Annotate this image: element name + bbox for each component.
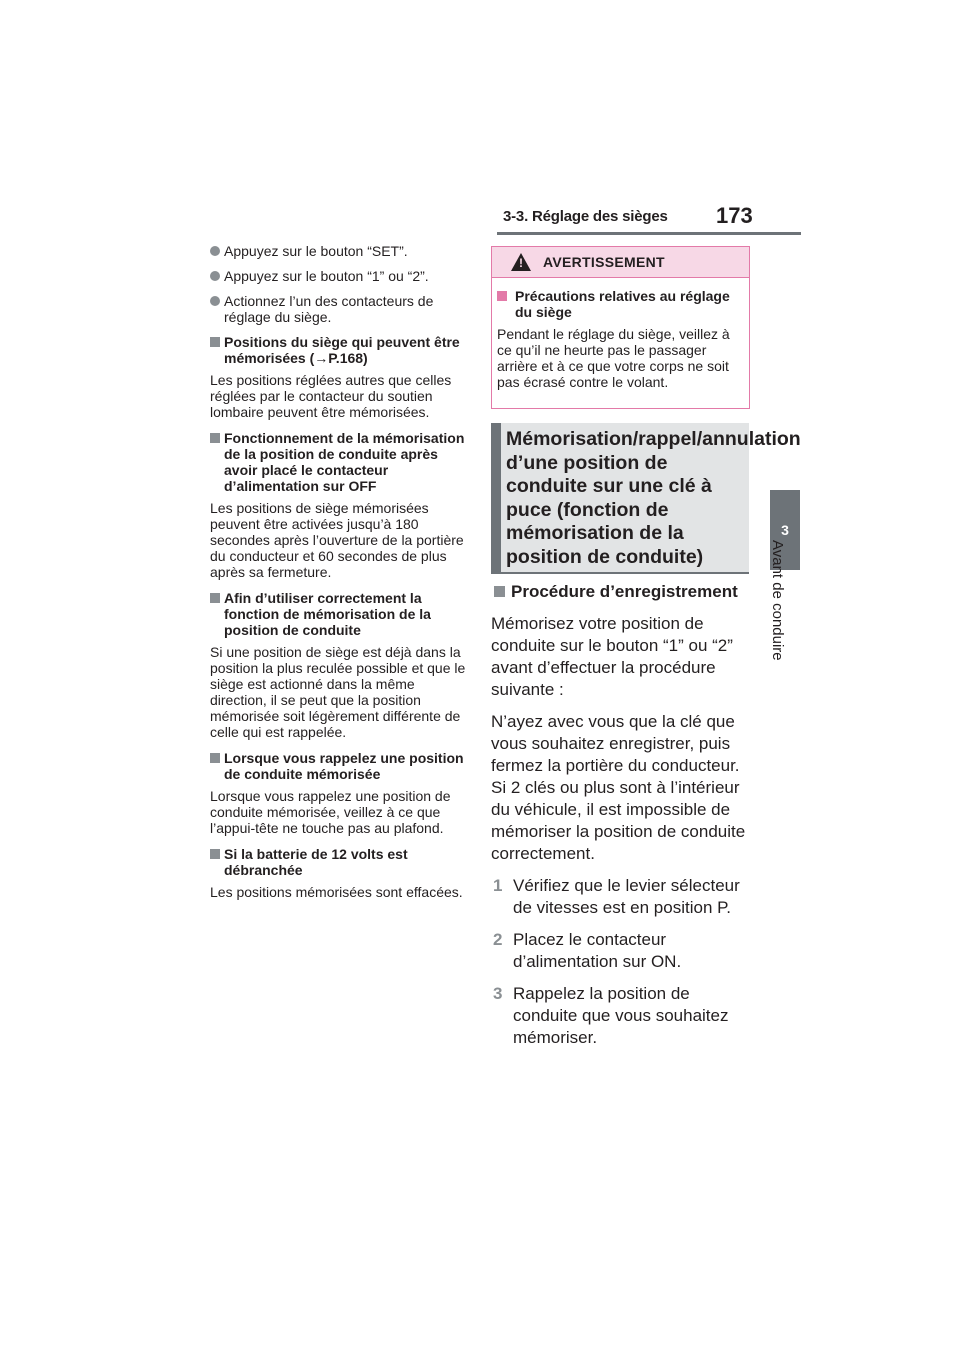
warning-title: AVERTISSEMENT xyxy=(543,254,665,270)
warning-triangle-icon: ! xyxy=(511,253,531,271)
step-number: 1 xyxy=(493,876,503,895)
section-body: Les positions réglées autres que celles réglées par le contacteur du soutien lombaire peuvent être mémorisées. xyxy=(210,372,452,420)
warning-subtitle: Précautions relatives au réglage du siège xyxy=(497,288,741,320)
section-body: Lorsque vous rappelez une position de conduite mémorisée, veillez à ce que l’appui-tête ne touche pas au plafond. xyxy=(210,788,451,836)
square-bullet-icon xyxy=(210,593,220,603)
square-bullet-icon xyxy=(497,291,507,301)
page-number: 173 xyxy=(716,203,753,228)
section-heading: Si la batterie de 12 volts est débranchée xyxy=(210,846,468,878)
square-bullet-icon xyxy=(494,586,505,597)
bullet-dot-icon xyxy=(210,246,220,256)
header-rule xyxy=(497,232,801,235)
procedure-paragraph: N’ayez avec vous que la clé que vous souhaitez enregistrer, puis fermez la portière du conducteur. xyxy=(491,712,740,775)
step-number: 2 xyxy=(493,930,503,949)
step-number: 3 xyxy=(493,984,503,1003)
feature-title-box xyxy=(491,423,801,572)
bullet-dot-icon xyxy=(210,296,220,306)
bullet-item: Actionnez l’un des contacteurs de réglage du siège. xyxy=(210,293,468,325)
square-bullet-icon xyxy=(210,337,220,347)
procedure-step: 3 Rappelez la position de conduite que vous souhaitez mémoriser. xyxy=(493,984,729,1047)
section-heading: Lorsque vous rappelez une position de conduite mémorisée xyxy=(210,750,468,782)
feature-title-rule xyxy=(491,572,749,574)
procedure-step: 1 Vérifiez que le levier sélecteur de vitesses est en position P. xyxy=(493,876,740,917)
procedure-step: 2 Placez le contacteur d’alimentation sur ON. xyxy=(493,930,682,971)
procedure-paragraph: Si 2 clés ou plus sont à l’intérieur du véhicule, il est impossible de mémoriser la position de conduite correctement. xyxy=(491,778,746,863)
right-column xyxy=(491,581,753,1049)
section-body: Les positions mémorisées sont effacées. xyxy=(210,884,463,900)
section-heading: Positions du siège qui peuvent être mémorisées (→P.168) xyxy=(210,334,468,366)
bullet-item: Appuyez sur le bouton “1” ou “2”. xyxy=(210,268,468,284)
square-bullet-icon xyxy=(210,849,220,859)
feature-title: Mémorisation/rappel/annulation d’une position de conduite sur une clé à puce (fonction de mémorisation de la position de conduite) xyxy=(506,428,801,568)
left-column xyxy=(210,243,468,910)
warning-body: Pendant le réglage du siège, veillez à ce qu’il ne heurte pas le passager arrière et à ce que votre corps ne soit pas écrasé contre le volant. xyxy=(497,326,730,390)
warning-header xyxy=(492,247,749,278)
warning-box xyxy=(491,246,750,409)
section-heading: Afin d’utiliser correctement la fonction de mémorisation de la position de conduite xyxy=(210,590,468,638)
square-bullet-icon xyxy=(210,753,220,763)
bullet-dot-icon xyxy=(210,271,220,281)
section-title: 3-3. Réglage des sièges xyxy=(503,208,668,225)
section-heading: Fonctionnement de la mémorisation de la position de conduite après avoir placé le contacteur d’alimentation sur OFF xyxy=(210,430,468,494)
chapter-tab: 3 xyxy=(770,490,800,570)
procedure-heading: Procédure d’enregistrement xyxy=(491,581,753,603)
section-body: Si une position de siège est déjà dans la position la plus reculée possible et que le siège est actionné dans la même direction, il se peut que la position mémorisée soit légèrement différente de celle qui est rappelée. xyxy=(210,644,466,740)
procedure-paragraph: Mémorisez votre position de conduite sur le bouton “1” ou “2” avant d’effectuer la procédure suivante : xyxy=(491,614,733,699)
chapter-label: Avant de conduire xyxy=(769,540,786,661)
feature-title-bar xyxy=(491,423,501,572)
square-bullet-icon xyxy=(210,433,220,443)
section-body: Les positions de siège mémorisées peuvent être activées jusqu’à 180 secondes après l’ouverture de la portière du conducteur et 60 secondes de plus après sa fermeture. xyxy=(210,500,464,580)
bullet-item: Appuyez sur le bouton “SET”. xyxy=(210,243,468,259)
